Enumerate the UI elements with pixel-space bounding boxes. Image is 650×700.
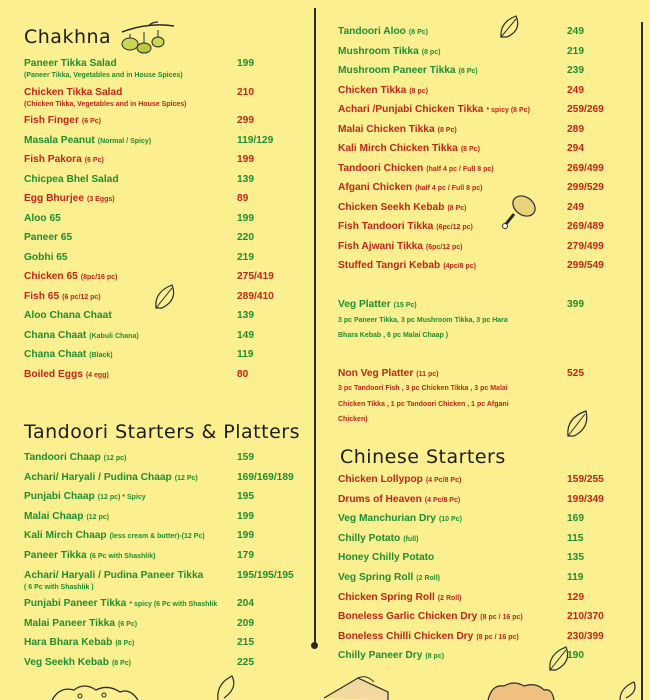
section-title-chinese: Chinese Starters	[340, 446, 506, 468]
menu-item	[338, 472, 461, 488]
item-price: 139	[237, 310, 254, 321]
item-description: 3 pc Paneer Tikka, 3 pc Mushroom Tikka, 3 pc Hara	[338, 317, 508, 324]
menu-item	[338, 83, 428, 99]
menu-item	[338, 141, 480, 157]
menu-item	[338, 609, 523, 625]
item-price: 219	[237, 251, 254, 263]
menu-item	[338, 239, 463, 255]
item-name: Fish Finger	[24, 115, 79, 126]
item-price: 299/529	[567, 182, 604, 193]
menu-item	[24, 230, 75, 246]
menu-item	[338, 629, 519, 645]
item-name: Fish Ajwani Tikka	[338, 240, 423, 252]
menu-item	[338, 200, 467, 216]
menu-item	[338, 44, 440, 60]
item-price: 199	[237, 58, 254, 69]
item-name: Malai Chaap	[24, 510, 84, 522]
item-name: Chicpea Bhel Salad	[24, 173, 119, 185]
menu-item	[24, 308, 115, 324]
item-price: 249	[567, 84, 584, 96]
item-name: Mushroom Tikka	[338, 45, 419, 57]
item-price: 129	[567, 591, 584, 603]
item-price: 199	[237, 212, 254, 224]
item-name: Paneer Tikka Salad	[24, 58, 117, 69]
item-price: 279/499	[567, 240, 604, 252]
item-note: (4 egg)	[85, 371, 109, 379]
food-doodle-bottom-left-icon	[50, 682, 140, 700]
item-price: 219	[567, 45, 584, 57]
item-name: Boneless Chilli Chicken Dry	[338, 630, 474, 642]
item-price: 119	[567, 572, 584, 583]
menu-item	[24, 250, 71, 266]
item-note: * spicy (6 Pc with Shashlik	[129, 601, 218, 609]
item-note: (2 Roll)	[416, 575, 441, 582]
item-note: (4pc/8 pc)	[443, 263, 476, 270]
item-price: 259/269	[567, 104, 604, 115]
item-price: 169/169/189	[237, 471, 294, 483]
item-price: 80	[237, 368, 249, 380]
menu-item	[338, 297, 417, 313]
item-name: Punjabi Chaap	[24, 491, 95, 503]
item-name: Paneer 65	[24, 232, 73, 243]
item-note: (10 Pc)	[438, 516, 462, 524]
item-note: (12 pc) * Spicy	[97, 494, 146, 502]
item-price: 249	[567, 201, 584, 213]
item-price: 299/549	[567, 260, 604, 271]
item-price: 275/419	[237, 271, 274, 282]
item-note: (8 Pc)	[111, 660, 131, 667]
item-name: Punjabi Paneer Tikka	[24, 598, 127, 610]
item-price: 299	[237, 115, 254, 126]
menu-item	[338, 366, 438, 382]
item-price: 149	[237, 329, 254, 341]
item-note: (6 Pc)	[81, 118, 101, 125]
item-name: Chicken Tikka Salad	[24, 86, 123, 98]
item-price: 190	[567, 650, 584, 662]
item-note: (4 Pc/8 Pc)	[424, 496, 461, 504]
item-price: 199	[237, 530, 254, 542]
item-name: Veg Seekh Kebab	[24, 657, 109, 668]
menu-item	[338, 531, 418, 547]
item-name: Boneless Garlic Chicken Dry	[338, 611, 478, 623]
item-note: (3 Eggs)	[87, 196, 115, 203]
item-name: Aloo Chana Chaat	[24, 310, 112, 321]
menu-item	[338, 219, 473, 235]
item-price: 249	[567, 26, 584, 37]
menu-item	[24, 367, 109, 383]
item-note: * spicy (8 Pc)	[486, 107, 530, 114]
item-price: 239	[567, 65, 584, 76]
item-price: 195/195/195	[237, 569, 294, 581]
item-price: 210	[237, 86, 254, 98]
item-price: 289/410	[237, 290, 274, 302]
item-name: Fish Tandoori Tikka	[338, 221, 434, 232]
menu-item	[338, 63, 478, 79]
item-note: (6 pc/12 pc)	[62, 293, 101, 301]
item-note: (half 4 pc / Full 8 pc)	[415, 185, 483, 192]
item-name: Drums of Heaven	[338, 493, 422, 505]
column-divider	[314, 8, 316, 648]
item-description: Chicken Tikka , 1 pc Tandoori Chicken , 1 pc Afgani	[338, 401, 509, 408]
item-price: 119	[237, 349, 254, 360]
item-note: (6 Pc with Shashlik)	[89, 553, 156, 560]
menu-item	[338, 492, 460, 508]
item-note: (12 Pc)	[174, 474, 198, 482]
item-price: 89	[237, 193, 249, 204]
item-price: 179	[237, 550, 254, 561]
menu-item	[24, 172, 122, 188]
item-name: Afgani Chicken	[338, 182, 413, 193]
item-description: 3 pc Tandoori Fish , 3 pc Chicken Tikka , 3 pc Malai	[338, 385, 508, 392]
item-price: 269/489	[567, 221, 604, 232]
menu-item	[24, 596, 217, 612]
menu-item	[24, 470, 198, 486]
item-name: Chicken Seekh Kebab	[338, 201, 445, 213]
item-note: (8 Pc)	[408, 29, 428, 36]
item-description: ( 6 Pc with Shashlik )	[24, 583, 94, 591]
menu-item	[338, 570, 440, 586]
item-price: 289	[567, 123, 584, 135]
item-name: Chicken Spring Roll	[338, 591, 435, 603]
menu-item	[24, 113, 101, 129]
item-note: (12 pc)	[86, 513, 110, 521]
item-name: Fish Pakora	[24, 154, 82, 165]
item-note: (Black)	[89, 352, 113, 359]
item-name: Veg Manchurian Dry	[338, 513, 436, 525]
leaf-icon	[152, 282, 180, 312]
item-name: Boiled Eggs	[24, 368, 83, 380]
item-name: Chana Chaat	[24, 349, 87, 360]
item-name: Kali Mirch Chaap	[24, 530, 107, 542]
item-note: (8 Pc)	[460, 146, 480, 153]
item-price: 169	[567, 513, 584, 525]
item-price: 225	[237, 657, 254, 668]
item-name: Chicken 65	[24, 271, 78, 282]
item-note: (8 Pc)	[115, 640, 135, 648]
menu-item	[24, 347, 113, 363]
menu-item	[338, 161, 494, 177]
menu-item	[24, 450, 126, 466]
item-name: Malai Chicken Tikka	[338, 123, 435, 135]
right-edge-rule	[641, 22, 643, 700]
item-note: (8pc/16 pc)	[80, 274, 118, 281]
menu-item	[338, 648, 444, 664]
item-note: (8 pc)	[421, 48, 441, 56]
menu-item	[338, 550, 437, 566]
item-price: 209	[237, 617, 254, 629]
item-price: 115	[567, 532, 584, 544]
menu-item	[24, 509, 109, 525]
item-description: (Chicken Tikka, Vegetables and in House Spices)	[24, 100, 187, 108]
peanut-branch-icon	[118, 20, 178, 58]
item-name: Chana Chaat	[24, 329, 87, 341]
item-price: 199	[237, 510, 254, 522]
item-name: Chicken Tikka	[338, 84, 407, 96]
item-name: Kali Mirch Chicken Tikka	[338, 143, 458, 154]
item-name: Paneer Tikka	[24, 550, 87, 561]
item-note: (Normal / Spicy)	[97, 137, 152, 145]
menu-item	[24, 133, 151, 149]
food-doodle-bottom-right-icon	[486, 680, 556, 700]
menu-item	[338, 122, 457, 138]
item-note: (12 pc)	[103, 455, 127, 462]
item-note: (8 pc)	[409, 87, 428, 95]
drumstick-icon	[500, 190, 542, 230]
item-name: Veg Spring Roll	[338, 572, 414, 583]
item-price: 210/370	[567, 611, 604, 623]
menu-item	[24, 152, 104, 168]
item-name: Honey Chilly Potato	[338, 552, 435, 564]
menu-item	[24, 548, 155, 564]
item-note: (6pc/12 pc)	[425, 243, 463, 251]
item-description: (Paneer Tikka, Vegetables and in House Spices)	[24, 72, 183, 79]
leaf-icon	[498, 14, 524, 40]
item-price: 159	[237, 452, 254, 463]
item-note: (11 pc)	[416, 371, 439, 378]
item-price: 135	[567, 552, 584, 564]
item-note: (half 4 pc / Full 8 pc)	[426, 165, 494, 173]
item-description: Bhara Kebab , 6 pc Malai Chaap )	[338, 332, 449, 339]
item-note: (8 pc / 16 pc)	[476, 633, 519, 641]
item-note: (6 Pc)	[118, 620, 138, 628]
item-name: Chilly Potato	[338, 532, 401, 544]
item-note: (less cream & butter)-(12 Pc)	[109, 533, 205, 541]
menu-item	[338, 102, 530, 118]
menu-item	[338, 258, 476, 274]
menu-item	[24, 211, 64, 227]
menu-item	[24, 489, 146, 505]
item-price: 204	[237, 598, 254, 610]
menu-item	[338, 24, 428, 40]
item-name: Tandoori Chicken	[338, 162, 424, 174]
item-price: 139	[237, 173, 254, 185]
menu-item	[338, 590, 462, 606]
menu-item	[24, 191, 115, 207]
item-note: (2 Roll)	[437, 594, 462, 602]
menu-item	[24, 269, 117, 285]
item-name: Achari/ Haryali / Pudina Paneer Tikka	[24, 569, 204, 581]
item-price: 119/129	[237, 134, 274, 146]
item-price: 220	[237, 232, 254, 243]
item-price: 195	[237, 491, 254, 503]
item-note: (15 Pc)	[393, 302, 417, 309]
item-note: (8 Pc)	[437, 126, 457, 134]
item-name: Achari/ Haryali / Pudina Chaap	[24, 471, 172, 483]
item-name: Achari /Punjabi Chicken Tikka	[338, 104, 484, 115]
item-name: Malai Paneer Tikka	[24, 617, 115, 629]
section-title-tandoori: Tandoori Starters & Platters	[24, 421, 300, 443]
menu-item	[338, 180, 482, 196]
item-note: (Kabuli Chana)	[89, 332, 139, 340]
menu-item	[24, 328, 139, 344]
item-price: 199	[237, 154, 254, 165]
column-divider-dot	[311, 642, 318, 649]
item-price: 199/349	[567, 493, 604, 505]
item-note: (8 pc)	[425, 653, 445, 661]
item-note: (8 pc / 16 pc)	[480, 614, 523, 622]
item-description: Chicken)	[338, 416, 368, 423]
item-note: (8 Pc)	[458, 68, 478, 75]
item-note: (8 Pc)	[447, 204, 467, 212]
item-price: 399	[567, 299, 584, 310]
leaf-icon	[618, 680, 638, 700]
item-name: Egg Bhurjee	[24, 193, 85, 204]
leaf-icon	[214, 674, 238, 700]
item-name: Tandoori Aloo	[338, 26, 406, 37]
item-price: 525	[567, 368, 584, 379]
item-name: Chilly Paneer Dry	[338, 650, 423, 662]
item-name: Tandoori Chaap	[24, 452, 101, 463]
section-title-chakhna: Chakhna	[24, 26, 112, 48]
item-note: (6pc/12 pc)	[436, 224, 473, 231]
item-name: Aloo 65	[24, 212, 61, 224]
item-name: Masala Peanut	[24, 134, 95, 146]
item-price: 215	[237, 637, 254, 649]
menu-item	[24, 289, 101, 305]
item-note: (full)	[403, 535, 419, 543]
leaf-icon	[564, 408, 592, 440]
menu-item	[338, 511, 462, 527]
item-note: (4 Pc/8 Pc)	[425, 477, 462, 484]
item-name: Gobhi 65	[24, 251, 68, 263]
item-name: Fish 65	[24, 290, 60, 302]
item-name: Stuffed Tangri Kebab	[338, 260, 441, 271]
item-name: Hara Bhara Kebab	[24, 637, 113, 649]
item-price: 230/399	[567, 630, 604, 642]
item-price: 294	[567, 143, 584, 154]
cake-slice-icon	[322, 674, 392, 700]
item-price: 269/499	[567, 162, 604, 174]
item-note: (6 Pc)	[84, 157, 104, 164]
menu-item	[24, 528, 205, 544]
menu-item	[24, 635, 134, 651]
menu-item	[24, 655, 131, 671]
item-name: Veg Platter	[338, 299, 391, 310]
item-name: Mushroom Paneer Tikka	[338, 65, 456, 76]
item-price: 159/255	[567, 474, 604, 485]
item-name: Chicken Lollypop	[338, 474, 423, 485]
item-name: Non Veg Platter	[338, 368, 414, 379]
menu-item	[24, 616, 137, 632]
